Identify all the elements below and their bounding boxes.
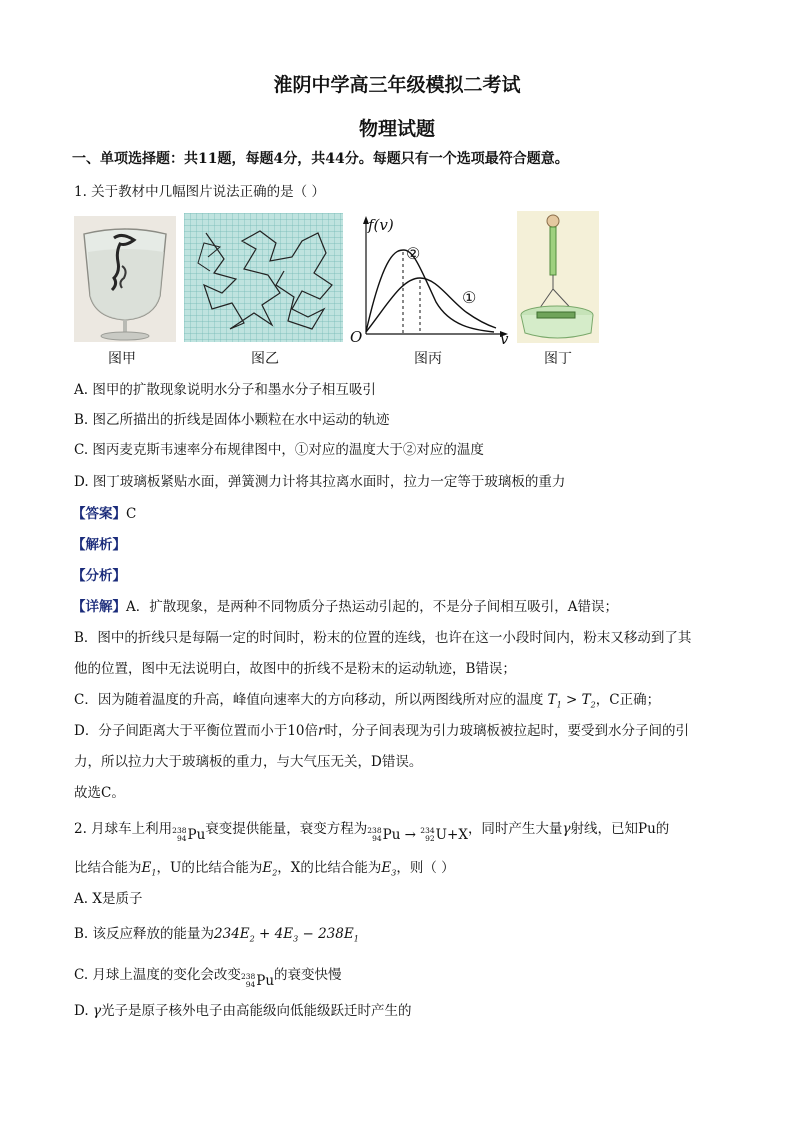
q1-answer bbox=[72, 505, 136, 523]
temp-relation: $T_1 > T_2$ bbox=[547, 692, 596, 710]
pu238-nuclide: 238 94 Pu bbox=[172, 826, 206, 843]
q2-option-c bbox=[74, 966, 342, 990]
gamma-symbol: γ bbox=[562, 821, 571, 837]
q1-option-c: C. 图丙麦克斯韦速率分布规律图中，①对应的温度大于②对应的温度 bbox=[74, 442, 484, 458]
q2-l1-c: ，同时产生大量 bbox=[467, 821, 563, 837]
curve-2-label: ② bbox=[406, 244, 421, 263]
axis-y-label: f(v) bbox=[368, 216, 394, 234]
e2-symbol: $E_2$ bbox=[262, 860, 278, 878]
q2-l1-a: 2. 月球车上利用 bbox=[74, 821, 173, 837]
q2-option-b bbox=[74, 925, 359, 949]
q2-l2-c: ，X的比结合能为 bbox=[277, 860, 382, 876]
q2-l1-b: 衰变提供能量，衰变方程为 bbox=[205, 821, 368, 837]
figure-ding-caption: 图丁 bbox=[544, 351, 572, 367]
q2-option-d bbox=[74, 1002, 412, 1020]
origin-label: O bbox=[350, 328, 363, 346]
q2-line2 bbox=[74, 859, 455, 883]
detail-line-d1 bbox=[74, 722, 689, 740]
q2-option-a: A. X是质子 bbox=[74, 891, 143, 907]
detail-line-b2: 他的位置，图中无法说明白，故图中的折线不是粉末的运动轨迹，B错误； bbox=[74, 661, 516, 677]
q2-line1 bbox=[74, 820, 669, 844]
q1-option-b: B. 图乙所描出的折线是固体小颗粒在水中运动的轨迹 bbox=[74, 412, 390, 428]
page-subtitle: 物理试题 bbox=[358, 118, 435, 140]
q2-l2-a: 比结合能为 bbox=[74, 860, 142, 876]
q1-stem: 1. 关于教材中几幅图片说法正确的是（ ） bbox=[74, 184, 325, 200]
q2-l2-b: ，U的比结合能为 bbox=[156, 860, 263, 876]
figure-jia-caption: 图甲 bbox=[108, 351, 136, 367]
detail-c-post: ，C正确； bbox=[595, 692, 661, 708]
figure-yi-caption: 图乙 bbox=[251, 351, 279, 367]
detail-d1-pre: D．分子间距离大于平衡位置而小于10倍 bbox=[74, 723, 319, 739]
detail-c-pre: C．因为随着温度的升高，峰值向速率大的方向移动，所以两图线所对应的温度 bbox=[74, 692, 544, 708]
q2-opt-b-pre: B. 该反应释放的能量为 bbox=[74, 926, 215, 942]
q2-opt-d-post: 光子是原子核外电子由高能级向低能级跃迁时产生的 bbox=[101, 1003, 412, 1019]
figure-jia-image bbox=[74, 216, 176, 342]
r-symbol: r bbox=[318, 723, 325, 739]
detail-conclusion: 故选C。 bbox=[74, 785, 125, 801]
detail-a-text: A．扩散现象，是两种不同物质分子热运动引起的，不是分子间相互吸引，A错误； bbox=[126, 599, 618, 615]
figure-bing-caption: 图丙 bbox=[414, 351, 442, 367]
q2-l2-d: ，则（ ） bbox=[396, 860, 455, 876]
q1-option-a: A. 图甲的扩散现象说明水分子和墨水分子相互吸引 bbox=[74, 382, 376, 398]
q2-opt-c-post: 的衰变快慢 bbox=[274, 967, 342, 983]
figure-ding-image bbox=[517, 211, 599, 343]
gamma-symbol-d: γ bbox=[92, 1003, 102, 1019]
figure-yi-image bbox=[184, 213, 343, 342]
pu238-nuclide-c: 238 94 Pu bbox=[240, 972, 275, 989]
decay-equation: 238 94 Pu → 234 92 U+X bbox=[367, 826, 468, 843]
e1-symbol: $E_1$ bbox=[141, 860, 157, 878]
answer-tag: 【答案】 bbox=[72, 506, 126, 522]
curve-1 bbox=[366, 278, 496, 332]
section-heading: 一、单项选择题：共11题，每题4分，共44分。每题只有一个选项最符合题意。 bbox=[72, 151, 569, 167]
curve-1-label: ① bbox=[462, 288, 477, 307]
detail-line-b1: B．图中的折线只是每隔一定的时间时，粉末的位置的连线，也许在这一小段时间内，粉末又移动到了其 bbox=[74, 630, 692, 646]
answer-value: C bbox=[126, 506, 137, 522]
detail-line-c bbox=[74, 691, 660, 715]
analysis-tag: 【解析】 bbox=[72, 537, 126, 553]
detail-tag: 【详解】 bbox=[72, 599, 126, 615]
q2-l1-d: 射线，已知Pu的 bbox=[570, 821, 670, 837]
fenxi-tag: 【分析】 bbox=[72, 568, 126, 584]
detail-line-a bbox=[72, 598, 618, 616]
axis-x-label: v bbox=[500, 330, 509, 348]
q2-opt-d-pre: D. bbox=[74, 1003, 93, 1019]
detail-line-d2: 力，所以拉力大于玻璃板的重力，与大气压无关，D错误。 bbox=[74, 754, 423, 770]
detail-d1-post: 时，分子间表现为引力玻璃板被拉起时，要受到水分子间的引 bbox=[324, 723, 689, 739]
q2-opt-c-pre: C. 月球上温度的变化会改变 bbox=[74, 967, 241, 983]
q1-option-d: D. 图丁玻璃板紧贴水面，弹簧测力计将其拉离水面时，拉力一定等于玻璃板的重力 bbox=[74, 474, 566, 490]
e3-symbol: $E_3$ bbox=[381, 860, 397, 878]
energy-expression: $234E_2 + 4E_3 - 238E_1$ bbox=[214, 926, 359, 944]
page-title: 淮阴中学高三年级模拟二考试 bbox=[273, 74, 521, 96]
